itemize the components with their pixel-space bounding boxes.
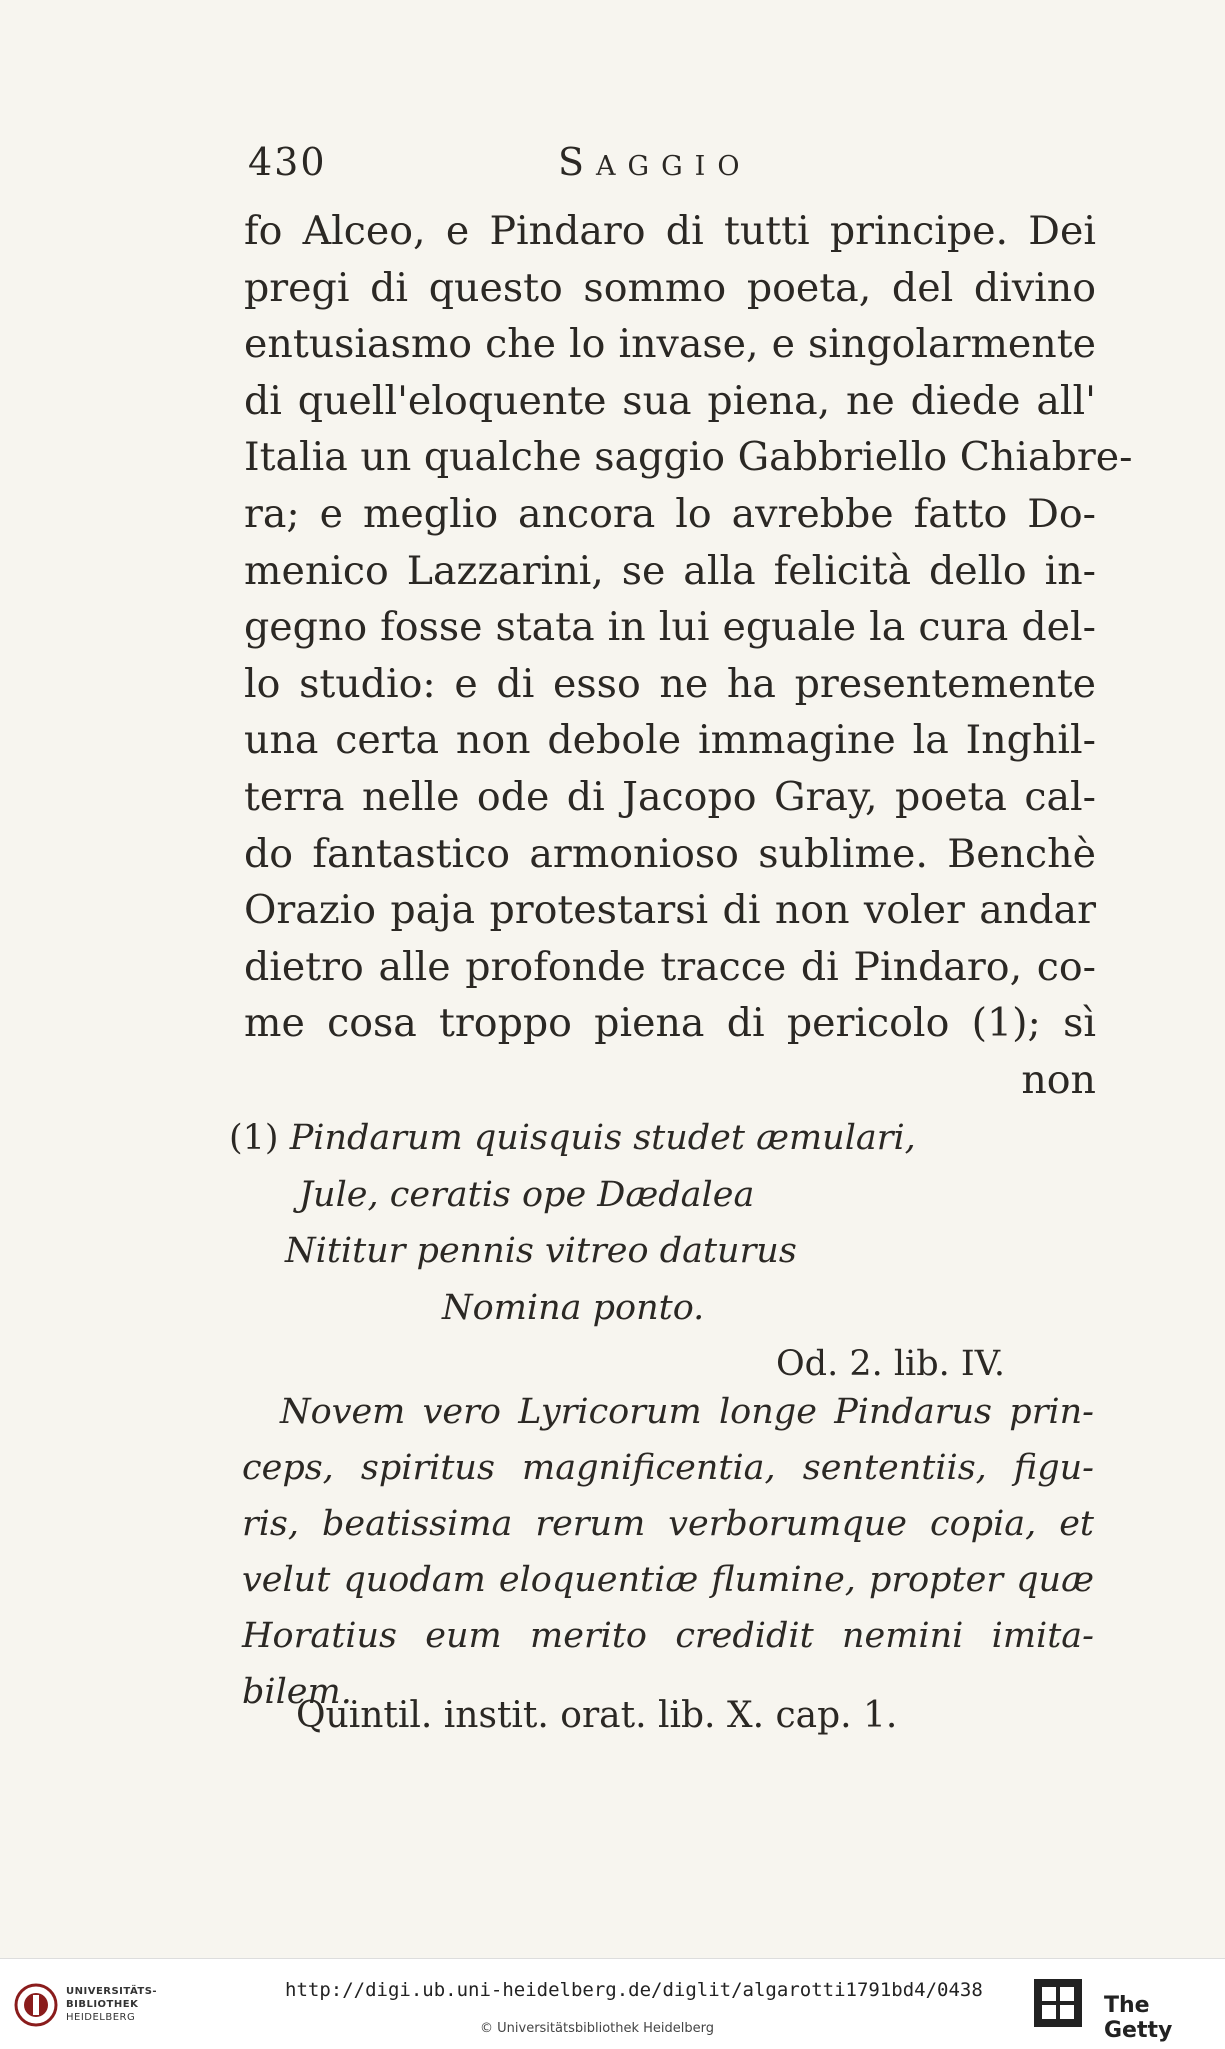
text-line: Italia un qualche saggio Gabbriello Chiabre- [244, 434, 1133, 481]
library-name: UNIVERSITÄTS- BIBLIOTHEK HEIDELBERG [66, 1986, 158, 2023]
verse-text: Pindarum quisquis studet æmulari, [289, 1118, 916, 1158]
text-line: una certa non debole immagine la Inghil- [244, 717, 1096, 764]
quote-line: ceps, spiritus magnificentia, sententiis, figu- [242, 1448, 1094, 1488]
text-line: di quell'eloquente sua piena, ne diede all' [244, 377, 1096, 424]
page-number: 430 [248, 140, 327, 184]
footnote-verse-line: Jule, ceratis ope Dædalea [299, 1174, 755, 1215]
quote-line: Novem vero Lyricorum longe Pindarus prin- [280, 1392, 1094, 1432]
text-line: menico Lazzarini, se alla felicità dello in- [244, 547, 1096, 594]
text-line: dietro alle profonde tracce di Pindaro, co- [244, 943, 1096, 990]
running-head: Saggio [558, 140, 752, 184]
getty-logo-icon[interactable] [1032, 1977, 1084, 2029]
catchword: non [1021, 1056, 1096, 1103]
text-line: fo Alceo, e Pindaro di tutti principe. Dei [244, 208, 1096, 254]
footnote-verse-line [229, 1110, 1089, 1167]
partner-name: The Getty [1104, 1993, 1173, 2043]
text-line: me cosa troppo piena di pericolo (1); sì [244, 1000, 1096, 1047]
page-header [248, 140, 808, 200]
library-seal-icon [14, 1983, 58, 2027]
footnote-reference: Od. 2. lib. IV. [775, 1344, 1005, 1384]
viewer-footer [0, 1958, 1225, 2049]
text-line: pregi di questo sommo poeta, del divino [244, 264, 1096, 311]
quote-line: ris, beatissima rerum verborumque copia, et [242, 1504, 1094, 1544]
text-line: lo studio: e di esso ne ha presentemente [244, 660, 1096, 707]
permalink-url[interactable]: http://digi.ub.uni-heidelberg.de/diglit/algarotti1791bd4/0438 [285, 1979, 983, 2001]
footnote-marker: (1) [229, 1118, 279, 1158]
quote-citation: Quintil. instit. orat. lib. X. cap. 1. [296, 1695, 898, 1736]
text-line: entusiasmo che lo invase, e singolarmente [244, 321, 1096, 368]
quote-line: bilem. [242, 1672, 352, 1712]
text-line: Orazio paja protestarsi di non voler andar [244, 887, 1096, 934]
quote-line: velut quodam eloquentiæ flumine, propter quæ [242, 1560, 1094, 1600]
main-text [244, 203, 1133, 1109]
footnote-verse-line: Nomina ponto. [442, 1287, 705, 1328]
text-line: gegno fosse stata in lui eguale la cura del- [244, 604, 1096, 651]
copyright-notice: © Universitätsbibliothek Heidelberg [480, 2021, 715, 2036]
university-library-logo[interactable] [14, 1983, 164, 2027]
text-line: terra nelle ode di Jacopo Gray, poeta cal- [244, 773, 1096, 820]
text-line: do fantastico armonioso sublime. Benchè [244, 830, 1096, 877]
footnote-verse-line: Nititur pennis vitreo daturus [285, 1231, 797, 1271]
quote-line: Horatius eum merito credidit nemini imita- [242, 1616, 1094, 1656]
text-line: ra; e meglio ancora lo avrebbe fatto Do- [244, 490, 1096, 537]
quintilian-quote [242, 1384, 1094, 1720]
footnote [229, 1110, 1089, 1393]
